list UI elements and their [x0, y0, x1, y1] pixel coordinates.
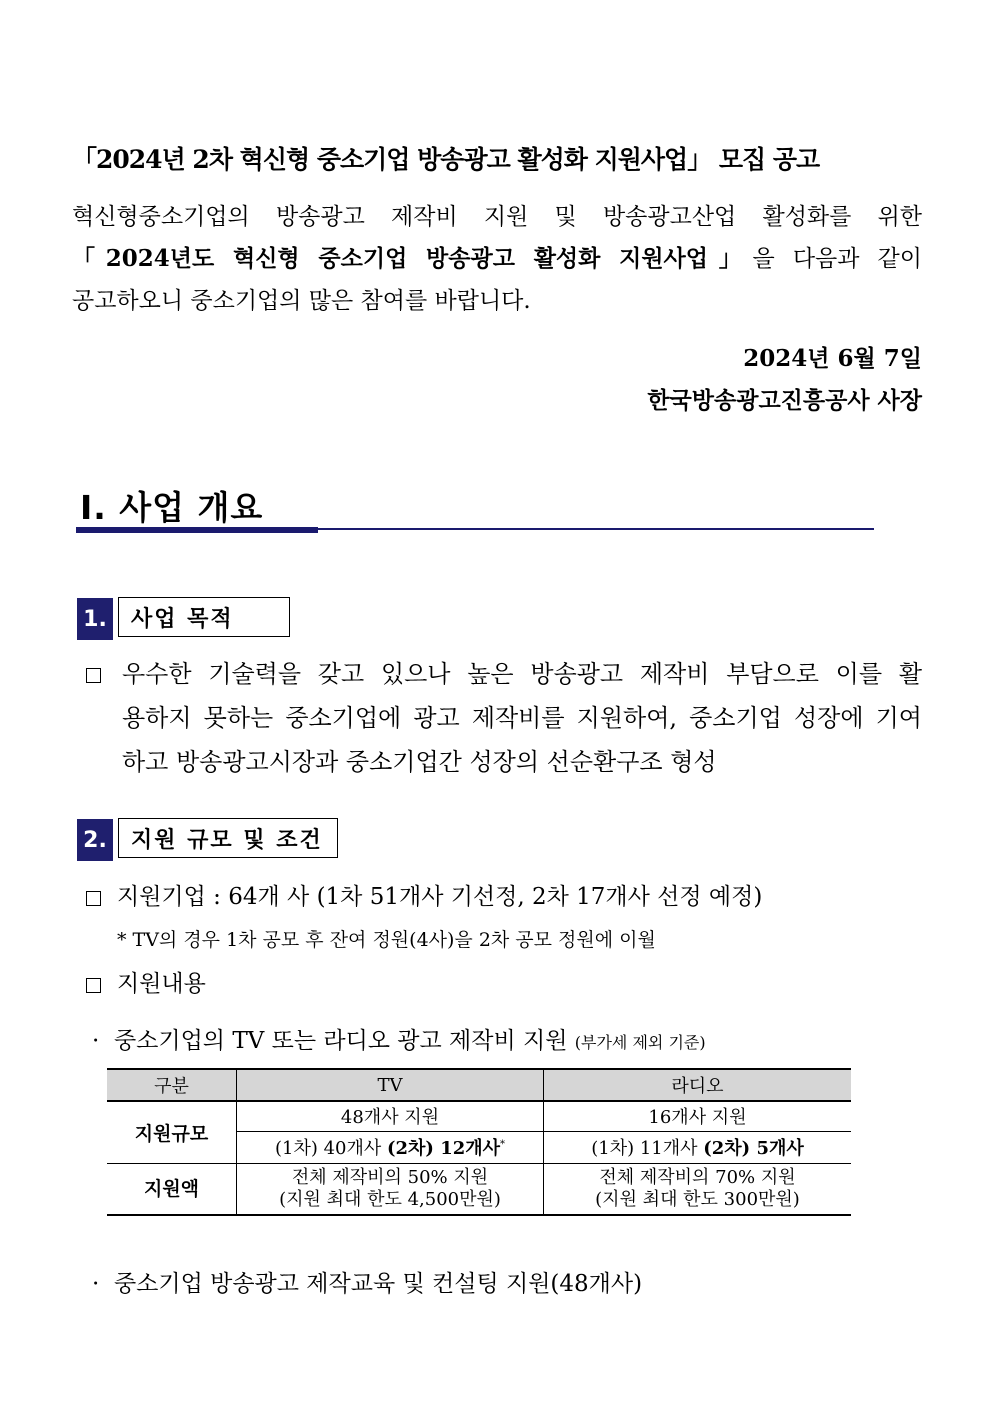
bullet-dot: · [92, 1028, 100, 1054]
item-number-badge: 1. [77, 598, 113, 640]
checkbox-bullet [86, 668, 101, 683]
item-heading: 지원 규모 및 조건 [118, 818, 338, 858]
support-table [107, 1068, 851, 1216]
table-header: 구분 [107, 1069, 237, 1101]
item-number-badge: 2. [77, 819, 113, 861]
section-title: Ⅰ. 사업 개요 [80, 488, 264, 527]
signature-block [647, 338, 922, 422]
purpose-paragraph: 우수한 기술력을 갖고 있으나 높은 방송광고 제작비 부담으로 이를 활 용하지 못하는 중소기업에 광고 제작비를 지원하여, 중소기업 성장에 기여 하고 방송광고시장과 중소기업간 성장의 선순환구조 형성 [122, 660, 922, 776]
table-row: 지원규모 48개사 지원 16개사 지원 [107, 1101, 851, 1131]
announcement-date: 2024년 6월 7일 [743, 345, 922, 372]
intro-line-1: 혁신형중소기업의 방송광고 제작비 지원 및 방송광고산업 활성화를 위한 [72, 204, 922, 230]
checkbox-bullet [86, 978, 101, 993]
checkbox-bullet [86, 891, 101, 906]
page-title: 「2024년 2차 혁신형 중소기업 방송광고 활성화 지원사업」 모집 공고 [72, 145, 820, 174]
item-heading: 사업 목적 [118, 597, 290, 637]
bullet-item: · 중소기업 방송광고 제작교육 및 컨설팅 지원(48개사) [92, 1271, 643, 1297]
signer: 한국방송광고진흥공사 사장 [647, 387, 922, 414]
table-row: (1차) 40개사 (2차) 12개사* (1차) 11개사 (2차) 5개사 [107, 1131, 851, 1163]
row-label: 지원규모 [107, 1101, 237, 1163]
footnote: * TV의 경우 1차 공모 후 잔여 정원(4사)을 2차 공모 정원에 이월 [117, 929, 656, 951]
support-companies: 지원기업 : 64개 사 (1차 51개사 기선정, 2차 17개사 선정 예정) [117, 884, 763, 910]
bullet-dot: · [92, 1271, 100, 1297]
intro-paragraph [72, 196, 922, 322]
table-header: TV [237, 1069, 544, 1101]
intro-line-2: 「2024년도 혁신형 중소기업 방송광고 활성화 지원사업」을 다음과 같이 [72, 245, 922, 272]
intro-line-3: 공고하오니 중소기업의 많은 참여를 바랍니다. [72, 288, 531, 314]
row-label: 지원액 [107, 1163, 237, 1215]
support-content-label: 지원내용 [117, 971, 206, 997]
section-underline-accent [76, 527, 318, 533]
bullet-item: · 중소기업의 TV 또는 라디오 광고 제작비 지원 (부가세 제외 기준) [92, 1028, 706, 1054]
table-row: 지원액 전체 제작비의 50% 지원 (지원 최대 한도 4,500만원) 전체 제작비의 70% 지원 (지원 최대 한도 300만원) [107, 1163, 851, 1215]
program-name: 「2024년도 혁신형 중소기업 방송광고 활성화 지원사업」 [72, 245, 753, 272]
table-header: 라디오 [544, 1069, 852, 1101]
